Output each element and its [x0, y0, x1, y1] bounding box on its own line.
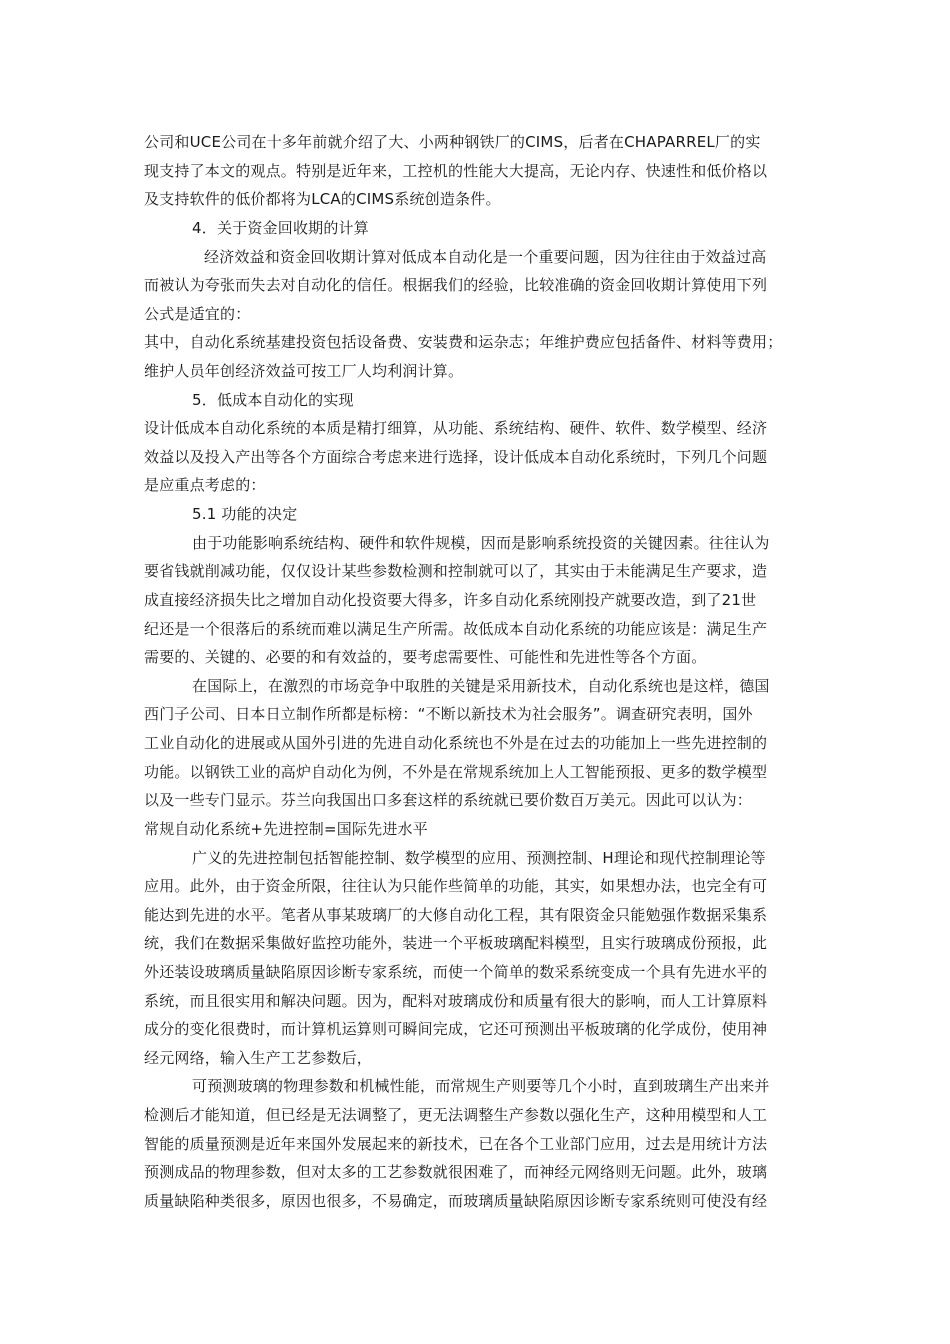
text-line: 经元网络，输入生产工艺参数后，: [144, 1049, 373, 1067]
text-line: 智能的质量预测是近年来国外发展起来的新技术，已在各个工业部门应用，过去是用统计方法: [144, 1135, 768, 1153]
text-line: 及支持软件的低价都将为LCA的CIMS系统创造条件。: [144, 190, 501, 208]
text-line: 统，我们在数据采集做好监控功能外，装进一个平板玻璃配料模型，且实行玻璃成份预报，此: [144, 934, 768, 952]
text-line: 在国际上，在激烈的市场竞争中取胜的关键是采用新技术，自动化系统也是这样，德国: [192, 677, 770, 695]
text-line: 以及一些专门显示。芬兰向我国出口多套这样的系统就已要价数百万美元。因此可以认为：: [144, 791, 753, 809]
text-line: 外还装设玻璃质量缺陷原因诊断专家系统，而使一个简单的数采系统变成一个具有先进水平的: [144, 963, 768, 981]
text-line: 广义的先进控制包括智能控制、数学模型的应用、预测控制、H理论和现代控制理论等: [192, 849, 766, 867]
text-line: 公式是适宜的：: [144, 305, 251, 323]
text-line: 设计低成本自动化系统的本质是精打细算，从功能、系统结构、硬件、软件、数学模型、经济: [144, 419, 768, 437]
text-line: 成直接经济损失比之增加自动化投资要大得多，许多自动化系统刚投产就要改造，到了21世: [144, 591, 757, 609]
text-line: 可预测玻璃的物理参数和机械性能，而常规生产则要等几个小时，直到玻璃生产出来并: [192, 1077, 770, 1095]
text-line: 而被认为夸张而失去对自动化的信任。根据我们的经验，比较准确的资金回收期计算使用下列: [144, 276, 768, 294]
text-line: 质量缺陷种类很多，原因也很多，不易确定，而玻璃质量缺陷原因诊断专家系统则可使没有经: [144, 1192, 768, 1210]
text-line: 系统，而且很实用和解决问题。因为，配料对玻璃成份和质量有很大的影响，而人工计算原料: [144, 992, 768, 1010]
text-line: 效益以及投入产出等各个方面综合考虑来进行选择，设计低成本自动化系统时，下列几个问题: [144, 448, 768, 466]
text-line: 要省钱就削减功能，仅仅设计某些参数检测和控制就可以了，其实由于未能满足生产要求，造: [144, 562, 768, 580]
text-line: 现支持了本文的观点。特别是近年来，工控机的性能大大提高，无论内存、快速性和低价格以: [144, 162, 768, 180]
text-line: 公司和UCE公司在十多年前就介绍了大、小两种钢铁厂的CIMS，后者在CHAPARREL厂的实: [144, 133, 761, 151]
section-heading: 5．低成本自动化的实现: [192, 391, 354, 409]
text-line: 维护人员年创经济效益可按工厂人均利润计算。: [144, 362, 464, 380]
text-line: 检测后才能知道，但已经是无法调整了，更无法调整生产参数以强化生产，这种用模型和人工: [144, 1106, 768, 1124]
text-line: 需要的、关键的、必要的和有效益的，要考虑需要性、可能性和先进性等各个方面。: [144, 648, 707, 666]
text-line: 经济效益和资金回收期计算对低成本自动化是一个重要问题，因为往往由于效益过高: [204, 248, 767, 266]
text-line: 其中，自动化系统基建投资包括设备费、安装费和运杂志；年维护费应包括备件、材料等费用；: [144, 333, 783, 351]
text-line: 西门子公司、日本日立制作所都是标榜：“不断以新技术为社会服务”。调查研究表明，国外: [144, 705, 753, 723]
text-line: 是应重点考虑的：: [144, 476, 266, 494]
text-line: 能达到先进的水平。笔者从事某玻璃厂的大修自动化工程，其有限资金只能勉强作数据采集系: [144, 906, 768, 924]
text-line: 纪还是一个很落后的系统而难以满足生产所需。故低成本自动化系统的功能应该是：满足生产: [144, 620, 768, 638]
section-heading: 4．关于资金回收期的计算: [192, 219, 369, 237]
text-line: 工业自动化的进展或从国外引进的先进自动化系统也不外是在过去的功能加上一些先进控制的: [144, 734, 768, 752]
text-line: 预测成品的物理参数，但对太多的工艺参数就很困难了，而神经元网络则无问题。此外，玻璃: [144, 1163, 768, 1181]
text-line: 应用。此外，由于资金所限，往往认为只能作些简单的功能，其实，如果想办法，也完全有可: [144, 877, 768, 895]
text-line: 由于功能影响系统结构、硬件和软件规模，因而是影响系统投资的关键因素。往往认为: [192, 534, 770, 552]
subsection-heading: 5.1 功能的决定: [192, 505, 298, 523]
text-line: 功能。以钢铁工业的高炉自动化为例，不外是在常规系统加上人工智能预报、更多的数学模型: [144, 763, 768, 781]
formula-line: 常规自动化系统+先进控制=国际先进水平: [144, 820, 428, 838]
text-line: 成分的变化很费时，而计算机运算则可瞬间完成，它还可预测出平板玻璃的化学成份，使用神: [144, 1020, 768, 1038]
